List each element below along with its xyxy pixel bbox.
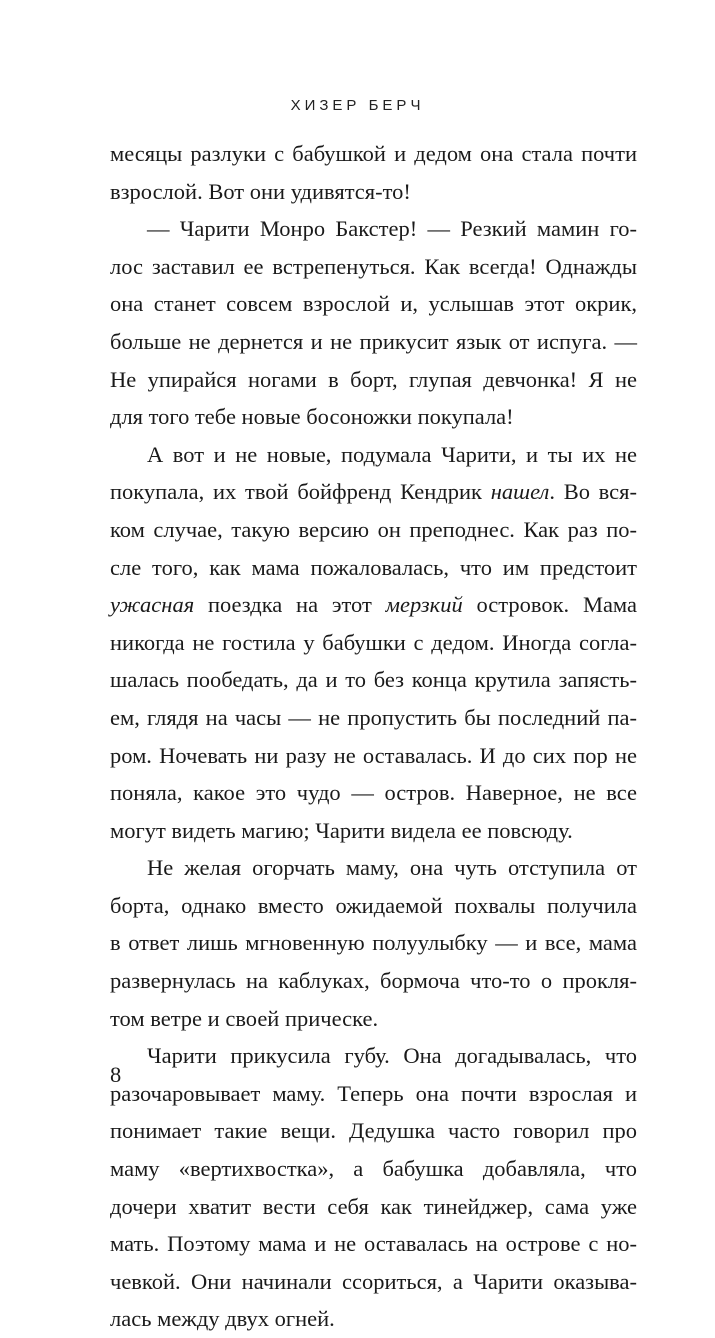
text-run: покупала, их твой бойфренд Кендрик: [110, 479, 491, 505]
text-line: понимает такие вещи. Дедушка часто говорил про: [110, 1118, 637, 1144]
text-line: в ответ лишь мгновенную полуулыбку — и все, мама: [110, 930, 637, 956]
text-line: дочери хватит вести себя как тинейджер, сама уже: [110, 1193, 637, 1219]
text-line: борта, однако вместо ожидаемой похвалы получила: [110, 892, 637, 918]
text-line: том ветре и своей прическе.: [110, 1005, 379, 1031]
book-page-text: [110, 135, 637, 1338]
text-line: Не желая огорчать маму, она чуть отступила от: [147, 855, 637, 881]
text-line: месяцы разлуки с бабушкой и дедом она стала почти: [110, 141, 637, 166]
text-line: поняла, какое это чудо — остров. Наверное, не все: [110, 780, 637, 806]
text-line: она станет совсем взрослой и, услышав этот окрик,: [110, 291, 637, 317]
text-line: А вот и не новые, подумала Чарити, и ты их не: [147, 441, 637, 467]
text-line: [110, 586, 637, 624]
text-line: могут видеть магию; Чарити видела ее повсюду.: [110, 817, 573, 843]
text-line: [110, 473, 637, 511]
text-run: островок. Мама: [462, 592, 638, 618]
text-line: Чарити прикусила губу. Она догадывалась, что: [147, 1043, 637, 1069]
text-run: поездка на этот: [194, 592, 386, 618]
italic-word: нашел: [490, 479, 550, 505]
text-line: маму «вертихвостка», а бабушка добавляла, что: [110, 1156, 637, 1182]
text-line: ком случае, такую версию он преподнес. Как раз по-: [110, 516, 637, 542]
text-line: — Чарити Монро Бакстер! — Резкий мамин го-: [147, 216, 637, 242]
text-line: чевкой. Они начинали ссориться, а Чарити оказыва-: [110, 1268, 637, 1294]
text-line: лась между двух огней.: [110, 1306, 335, 1332]
text-line: никогда не гостила у бабушки с дедом. Иногда согла-: [110, 629, 637, 655]
text-line: ром. Ночевать ни разу не оставалась. И до сих пор не: [110, 742, 637, 768]
running-head: ХИЗЕР БЕРЧ: [290, 97, 425, 114]
text-line: шалась пообедать, да и то без конца крутила запясть-: [110, 667, 637, 693]
text-line: развернулась на каблуках, бормоча что-то о прокля-: [110, 968, 637, 994]
text-line: Не упирайся ногами в борт, глупая девчонка! Я не: [110, 366, 637, 392]
text-line: взрослой. Вот они удивятся-то!: [110, 178, 411, 204]
text-line: больше не дернется и не прикусит язык от испуга. —: [110, 328, 637, 354]
text-run: . Во вся-: [549, 479, 638, 505]
text-line: сле того, как мама пожаловалась, что им предстоит: [110, 554, 637, 580]
italic-word: ужасная: [110, 592, 195, 618]
text-line: лос заставил ее встрепенуться. Как всегда! Однажды: [110, 253, 637, 279]
text-line: ем, глядя на часы — не пропустить бы последний па-: [110, 704, 637, 730]
text-line: для того тебе новые босоножки покупала!: [110, 404, 514, 430]
italic-word: мерзкий: [385, 592, 463, 618]
text-line: мать. Поэтому мама и не оставалась на острове с но-: [110, 1231, 637, 1257]
text-line: разочаровывает маму. Теперь она почти взрослая и: [110, 1080, 637, 1106]
page-number: 8: [110, 1062, 122, 1087]
